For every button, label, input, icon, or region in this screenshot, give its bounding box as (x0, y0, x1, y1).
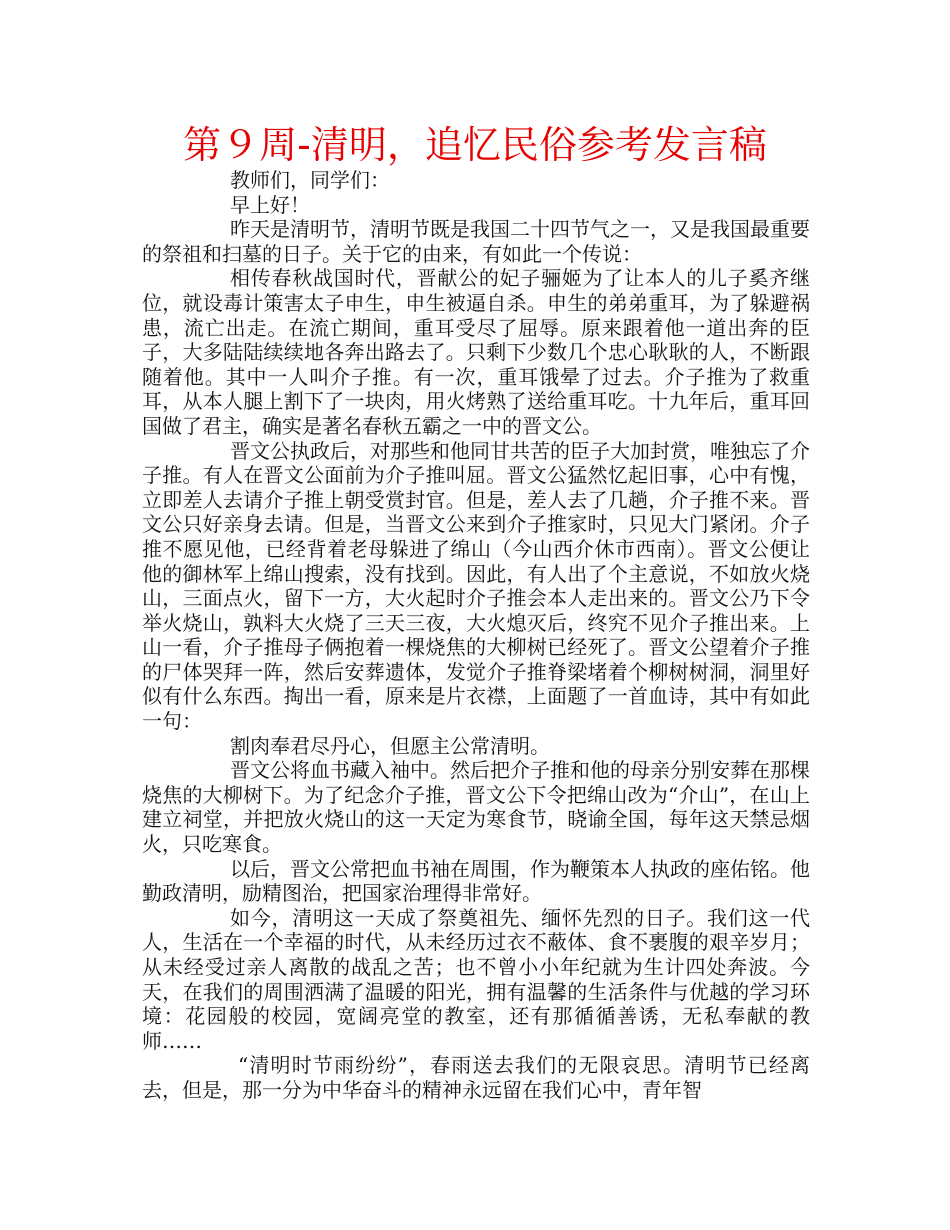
document-body (142, 168, 810, 1103)
paragraph-closing: “清明时节雨纷纷”，春雨送去我们的无限哀思。清明节已经离去，但是，那一分为中华奋斗的精神永远留在我们心中，青年智 (142, 1053, 810, 1102)
document-title: 第９周-清明，追忆民俗参考发言稿 (183, 123, 767, 167)
paragraph-today: 如今，清明这一天成了祭奠祖先、缅怀先烈的日子。我们这一代人，生活在一个幸福的时代，从未经历过衣不蔽体、食不裹腹的艰辛岁月；从未经受过亲人离散的战乱之苦；也不曾小小年纪就为生计四处奔波。今天，在我们的周围洒满了温暖的阳光，拥有温馨的生活条件与优越的学习环境：花园般的校园，宽阔亮堂的教室，还有那循循善诱，无私奉献的教师…… (142, 905, 810, 1053)
paragraph-greeting: 教师们，同学们： (230, 168, 390, 192)
paragraph-intro: 昨天是清明节，清明节既是我国二十四节气之一，又是我国最重要的祭祖和扫墓的日子。关于它的由来，有如此一个传说： (142, 217, 810, 266)
paragraph-morning: 早上好！ (230, 192, 310, 217)
paragraph-motto: 以后，晋文公常把血书袖在周围，作为鞭策本人执政的座佑铭。他勤政清明，励精图治，把国家治理得非常好。 (142, 856, 810, 906)
paragraph-burial: 晋文公将血书藏入袖中。然后把介子推和他的母亲分别安葬在那棵烧焦的大柳树下。为了纪念介子推，晋文公下令把绵山改为“介山”，在山上建立祠堂，并把放火烧山的这一天定为寒食节，晓谕全国，每年这天禁忌烟火，只吃寒食。 (142, 758, 810, 857)
paragraph-legend: 相传春秋战国时代，晋献公的妃子骊姬为了让本人的儿子奚齐继位，就设毒计策害太子申生，申生被逼自杀。申生的弟弟重耳，为了躲避祸患，流亡出走。在流亡期间，重耳受尽了屈辱。原来跟着他一道出奔的臣子，大多陆陆续续地各奔出路去了。只剩下少数几个忠心耿耿的人，不断跟随着他。其中一人叫介子推。有一次，重耳饿晕了过去。介子推为了救重耳，从本人腿上割下了一块肉，用火烤熟了送给重耳吃。十九年后，重耳回国做了君主，确实是著名春秋五霸之一中的晋文公。 (142, 266, 810, 438)
paragraph-poem-line: 割肉奉君尽丹心，但愿主公常清明。 (230, 733, 550, 758)
paragraph-jin-wen-gong: 晋文公执政后，对那些和他同甘共苦的臣子大加封赏，唯独忘了介子推。有人在晋文公面前为介子推叫屈。晋文公猛然忆起旧事，心中有愧，立即差人去请介子推上朝受赏封官。但是，差人去了几趟，介子推不来。晋文公只好亲身去请。但是，当晋文公来到介子推家时，只见大门紧闭。介子推不愿见他，已经背着老母躲进了绵山（今山西介休市西南）。晋文公便让他的御林军上绵山搜索，没有找到。因此，有人出了个主意说，不如放火烧山，三面点火，留下一方，大火起时介子推会本人走出来的。晋文公乃下令举火烧山，孰料大火烧了三天三夜，大火熄灭后，终究不见介子推出来。上山一看，介子推母子俩抱着一棵烧焦的大柳树已经死了。晋文公望着介子推的尸体哭拜一阵，然后安葬遗体，发觉介子推脊梁堵着个柳树树洞，洞里好似有什么东西。掏出一看，原来是片衣襟，上面题了一首血诗，其中有如此一句： (142, 438, 810, 734)
